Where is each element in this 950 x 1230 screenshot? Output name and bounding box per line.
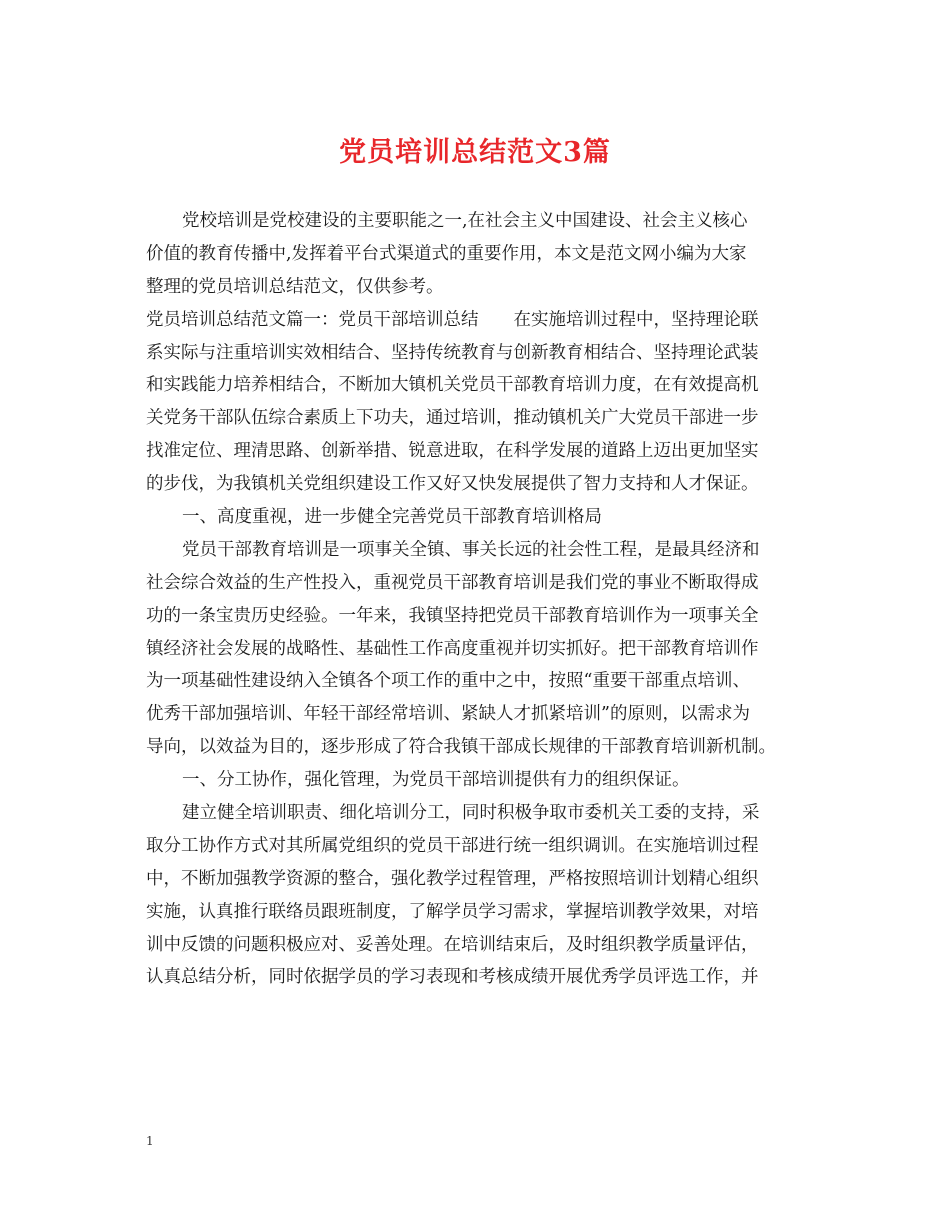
body-line: 的步伐，为我镇机关党组织建设工作又好又快发展提供了智力支持和人才保证。 xyxy=(146,474,759,495)
body-line: 优秀干部加强培训、年轻干部经常培训、紧缺人才抓紧培训”的原则，以需求为 xyxy=(146,704,750,725)
section-heading: 一、高度重视，进一步健全完善党员干部教育培训格局 xyxy=(182,507,602,528)
body-line: 党员培训总结范文篇一：党员干部培训总结 在实施培训过程中，坚持理论联 xyxy=(146,309,759,330)
document-title: 党员培训总结范文3篇 xyxy=(339,137,611,168)
body-line: 导向，以效益为目的，逐步形成了符合我镇干部成长规律的干部教育培训新机制。 xyxy=(146,737,776,758)
page-number: 1 xyxy=(146,1134,154,1148)
body-line: 镇经济社会发展的战略性、基础性工作高度重视并切实抓好。把干部教育培训作 xyxy=(146,638,759,659)
body-line: 社会综合效益的生产性投入，重视党员干部教育培训是我们党的事业不断取得成 xyxy=(146,572,759,593)
body-line: 中，不断加强教学资源的整合，强化教学过程管理，严格按照培训计划精心组织 xyxy=(146,868,759,889)
body-line: 认真总结分析，同时依据学员的学习表现和考核成绩开展优秀学员评选工作，并 xyxy=(146,967,759,988)
body-line: 功的一条宝贵历史经验。一年来，我镇坚持把党员干部教育培训作为一项事关全 xyxy=(146,605,759,626)
body-line: 系实际与注重培训实效相结合、坚持传统教育与创新教育相结合、坚持理论武装 xyxy=(146,342,759,363)
body-line: 整理的党员培训总结范文，仅供参考。 xyxy=(146,276,444,297)
body-line: 党校培训是党校建设的主要职能之一,在社会主义中国建设、社会主义核心 xyxy=(182,211,748,231)
body-line: 价值的教育传播中,发挥着平台式渠道式的重要作用，本文是范文网小编为大家 xyxy=(146,243,747,264)
body-line: 为一项基础性建设纳入全镇各个项工作的重中之中，按照“重要干部重点培训、 xyxy=(146,671,750,692)
section-heading: 一、分工协作，强化管理，为党员干部培训提供有力的组织保证。 xyxy=(182,770,690,791)
body-line: 训中反馈的问题积极应对、妥善处理。在培训结束后，及时组织教学质量评估， xyxy=(146,934,759,955)
body-line: 找准定位、理清思路、创新举措、锐意进取，在科学发展的道路上迈出更加坚实 xyxy=(146,441,759,462)
body-line: 党员干部教育培训是一项事关全镇、事关长远的社会性工程，是最具经济和 xyxy=(182,539,760,560)
body-line: 取分工协作方式对其所属党组织的党员干部进行统一组织调训。在实施培训过程 xyxy=(146,835,759,856)
body-line: 建立健全培训职责、细化培训分工，同时积极争取市委机关工委的支持，采 xyxy=(182,803,760,824)
body-line: 关党务干部队伍综合素质上下功夫，通过培训，推动镇机关广大党员干部进一步 xyxy=(146,408,759,429)
document-body xyxy=(146,205,806,994)
body-line: 实施，认真推行联络员跟班制度，了解学员学习需求，掌握培训教学效果，对培 xyxy=(146,901,759,922)
body-line: 和实践能力培养相结合，不断加大镇机关党员干部教育培训力度，在有效提高机 xyxy=(146,375,759,396)
